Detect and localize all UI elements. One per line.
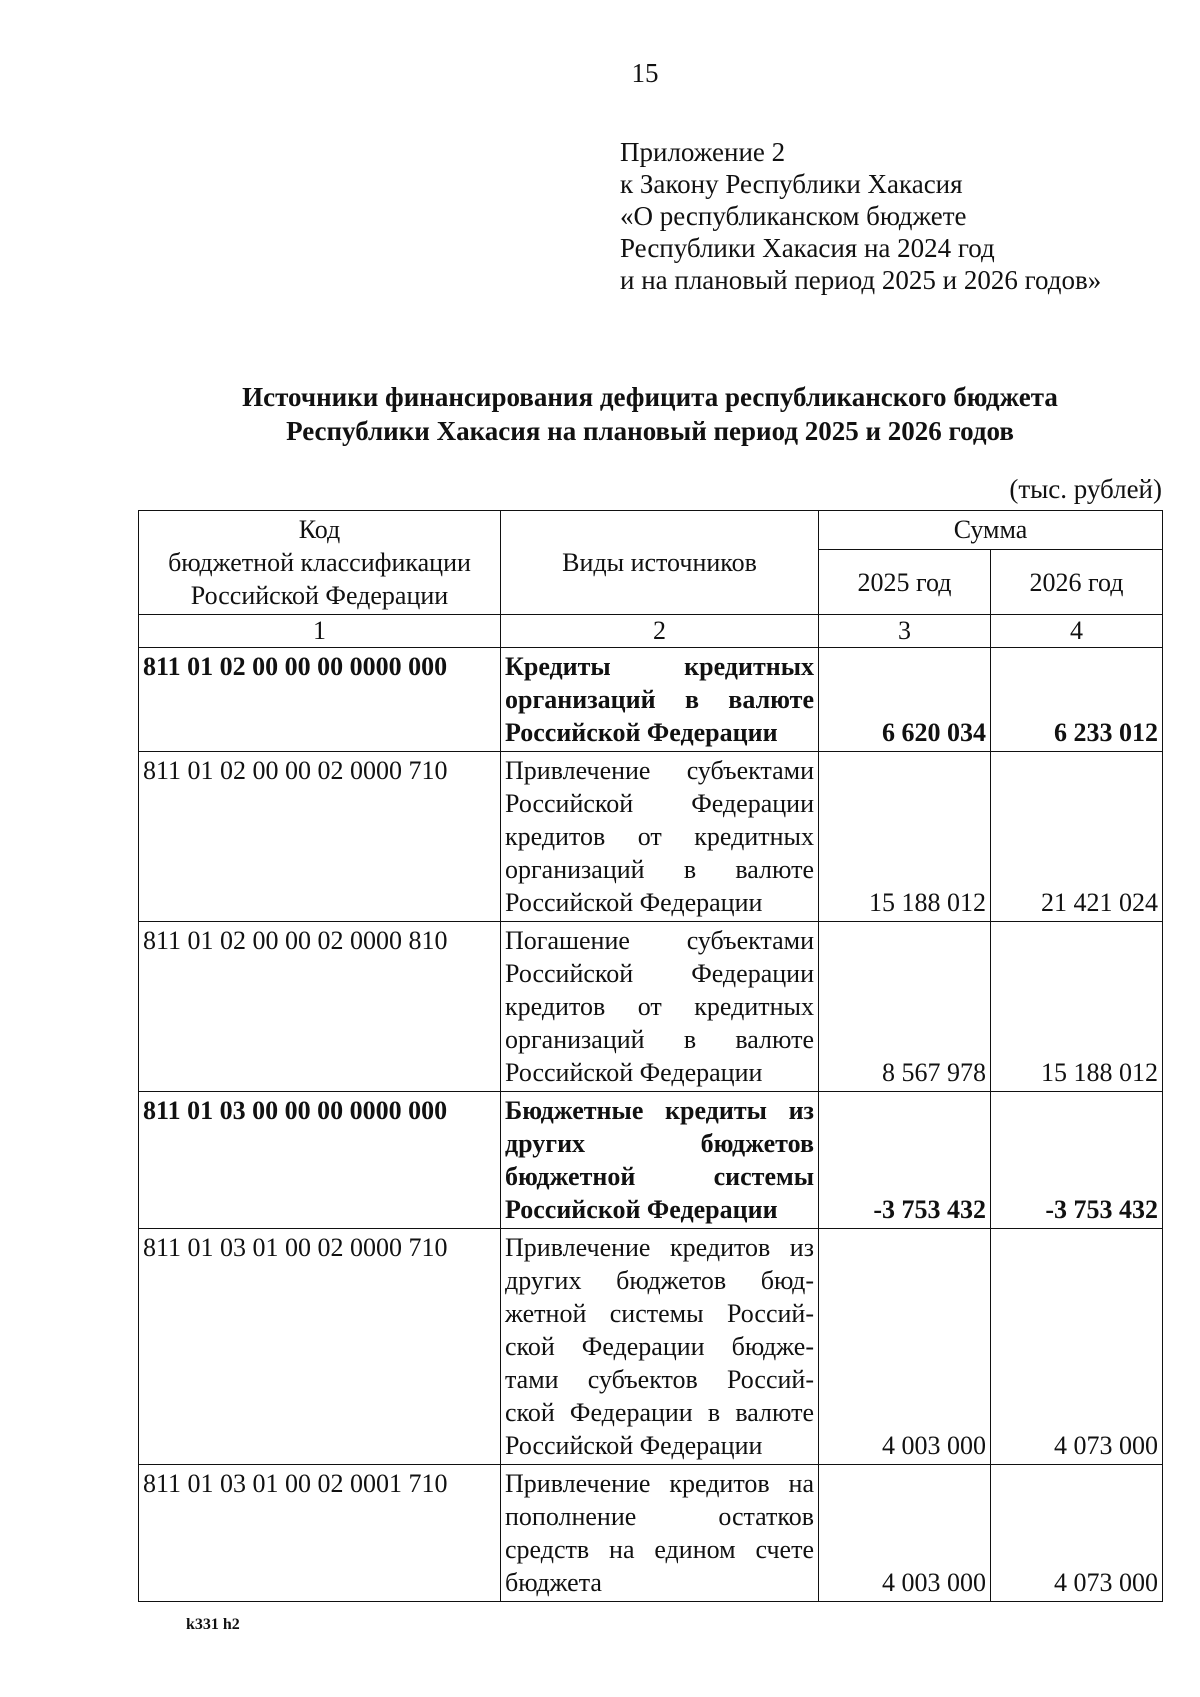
- header-year-2025: 2025 год: [819, 550, 991, 615]
- row-amount-2025: 4 003 000: [819, 1229, 991, 1465]
- row-kind: Бюджетные кредиты из других бюджетов бюджетной системы Российской Федерации: [501, 1092, 819, 1229]
- page-number: 15: [631, 58, 659, 88]
- row-amount-2026: 6 233 012: [991, 648, 1163, 752]
- column-number: 1: [139, 615, 501, 648]
- document-title: [140, 380, 1160, 448]
- row-amount-2026: 15 188 012: [991, 922, 1163, 1092]
- row-amount-2026: 4 073 000: [991, 1465, 1163, 1602]
- table-row: [139, 1092, 1163, 1229]
- header-kind: Виды источников: [501, 511, 819, 615]
- row-code: 811 01 02 00 00 00 0000 000: [139, 648, 501, 752]
- annex-block: [620, 136, 1101, 296]
- header-code-line: Код: [298, 515, 341, 544]
- row-amount-2025: -3 753 432: [819, 1092, 991, 1229]
- row-kind: Погашение субъектами Российской Федерации кредитов от кредитных организаций в валюте Российской Федерации: [501, 922, 819, 1092]
- row-amount-2025: 6 620 034: [819, 648, 991, 752]
- annex-line: к Закону Республики Хакасия: [620, 169, 963, 199]
- header-code-line: бюджетной классификации: [168, 548, 471, 577]
- header-code-line: Российской Федерации: [190, 581, 449, 610]
- row-code: 811 01 03 01 00 02 0001 710: [139, 1465, 501, 1602]
- title-line: Республики Хакасия на плановый период 2025 и 2026 годов: [286, 416, 1014, 446]
- table-row: [139, 1465, 1163, 1602]
- annex-line: «О республиканском бюджете: [620, 201, 967, 231]
- row-code: 811 01 02 00 00 02 0000 810: [139, 922, 501, 1092]
- table-row: [139, 922, 1163, 1092]
- sources-table: [138, 510, 1163, 1602]
- row-kind: Привлечение кредитов из других бюджетов бюд-жетной системы Россий-ской Федерации бюдже-тами субъектов Россий-ской Федерации в валюте Российской Федерации: [501, 1229, 819, 1465]
- table-row: [139, 648, 1163, 752]
- units-label: (тыс. рублей): [1009, 474, 1162, 504]
- column-number: 4: [991, 615, 1163, 648]
- row-kind: Кредиты кредитных организаций в валюте Российской Федерации: [501, 648, 819, 752]
- row-amount-2025: 4 003 000: [819, 1465, 991, 1602]
- title-line: Источники финансирования дефицита республиканского бюджета: [242, 382, 1058, 412]
- row-kind: Привлечение кредитов на пополнение остатков средств на едином счете бюджета: [501, 1465, 819, 1602]
- table-row: [139, 1229, 1163, 1465]
- row-amount-2026: -3 753 432: [991, 1092, 1163, 1229]
- row-kind: Привлечение субъектами Российской Федерации кредитов от кредитных организаций в валюте Российской Федерации: [501, 752, 819, 922]
- row-code: 811 01 02 00 00 02 0000 710: [139, 752, 501, 922]
- row-amount-2026: 21 421 024: [991, 752, 1163, 922]
- table-row: [139, 752, 1163, 922]
- header-year-2026: 2026 год: [991, 550, 1163, 615]
- column-number: 3: [819, 615, 991, 648]
- annex-line: и на плановый период 2025 и 2026 годов»: [620, 265, 1102, 295]
- header-sum: Сумма: [819, 511, 1163, 550]
- row-code: 811 01 03 00 00 00 0000 000: [139, 1092, 501, 1229]
- row-amount-2025: 8 567 978: [819, 922, 991, 1092]
- header-code: [139, 511, 501, 615]
- annex-line: Приложение 2: [620, 137, 786, 167]
- row-code: 811 01 03 01 00 02 0000 710: [139, 1229, 501, 1465]
- row-amount-2025: 15 188 012: [819, 752, 991, 922]
- row-amount-2026: 4 073 000: [991, 1229, 1163, 1465]
- footer-code: k331 h2: [186, 1616, 240, 1633]
- annex-line: Республики Хакасия на 2024 год: [620, 233, 995, 263]
- column-number: 2: [501, 615, 819, 648]
